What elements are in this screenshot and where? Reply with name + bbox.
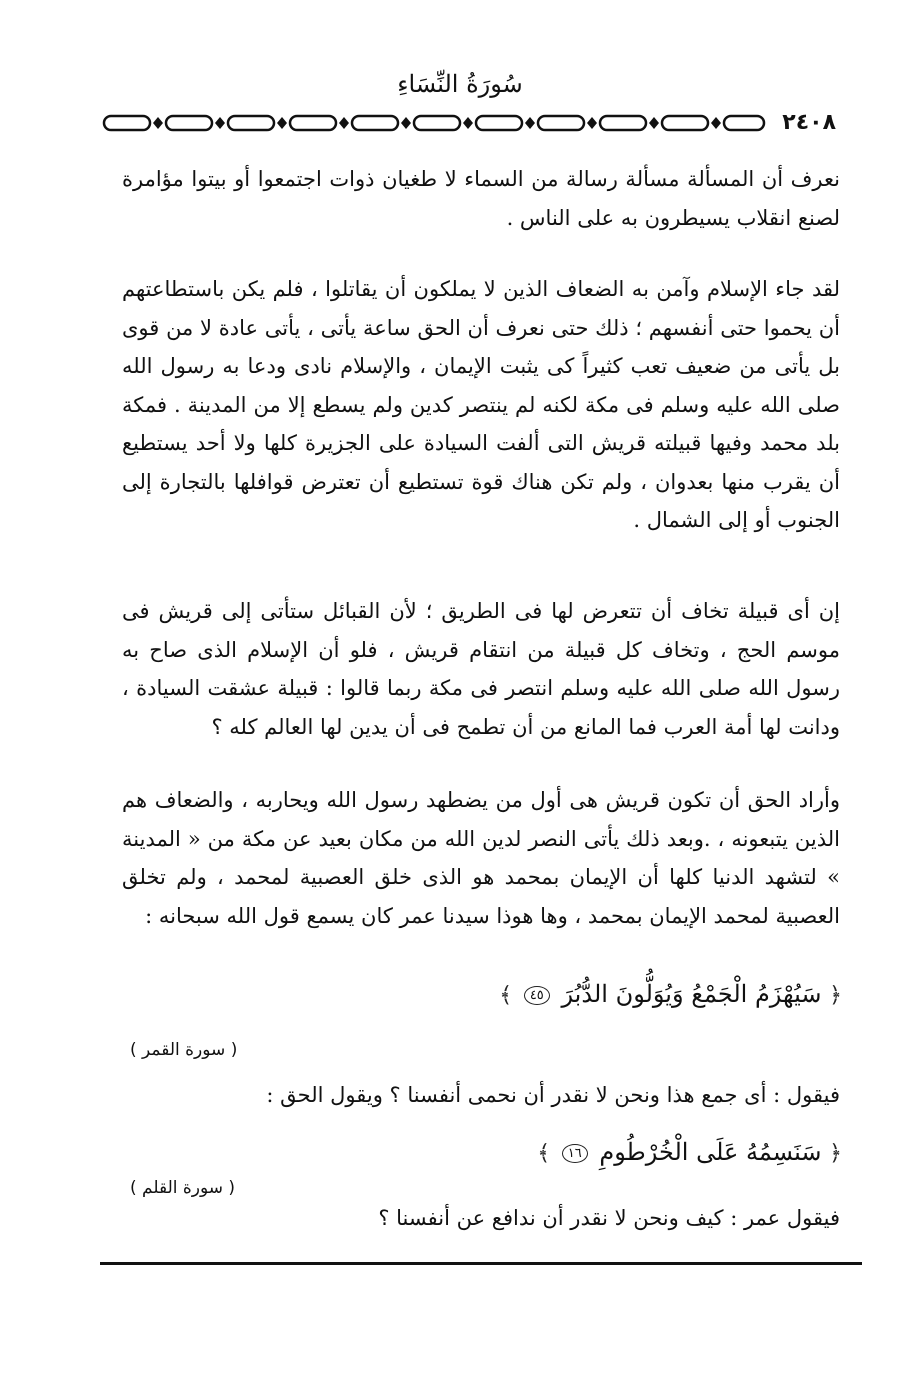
quote-line-1: فيقول : أى جمع هذا ونحن لا نقدر أن نحمى أنفسنا ؟ ويقول الحق : [266,1083,840,1107]
ayah-number-badge: ٤٥ [524,986,550,1005]
footer-divider [100,1262,862,1265]
quran-verse-1 [499,980,842,1008]
verse-close-ornament: ﴾ [499,983,513,1008]
paragraph-4: وأراد الحق أن تكون قريش هى أول من يضطهد رسول الله ويحاربه ، والضعاف هم الذين يتبعونه ، .وبعد ذلك يأتى النصر لدين الله من مكان بعيد عن مكة من « المدينة » لتشهد الدنيا كلها أن الإيمان بمحمد هو الذى خلق العصبية لمحمد ، ولم تخلق العصبية لمحمد الإيمان بمحمد ، وها هوذا سيدنا عمر كان يسمع قول الله سبحانه : [122,788,840,928]
quote-line-2: فيقول عمر : كيف ونحن لا نقدر أن ندافع عن أنفسنا ؟ [378,1206,840,1230]
paragraph-1: نعرف أن المسألة مسألة رسالة من السماء لا طغيان ذوات اجتمعوا أو بيتوا مؤامرة لصنع انقلاب يسيطرون به على الناس . [122,167,840,230]
surah-reference: ( سورة القلم ) [130,1178,236,1198]
verse-text: سَنَسِمُهُ عَلَى الْخُرْطُومِ [599,1138,822,1166]
quran-verse-2 [537,1138,842,1166]
verse-text: سَيُهْزَمُ الْجَمْعُ وَيُوَلُّونَ الدُّبُرَ [561,980,822,1008]
verse-close-ornament: ﴾ [537,1141,551,1166]
surah-header-title: سُورَةُ النِّسَاءِ [397,70,523,98]
paragraph-3: إن أى قبيلة تخاف أن تتعرض لها فى الطريق ؛ لأن القبائل ستأتى إلى قريش فى موسم الحج ، وتخاف كل قبيلة من انتقام قريش ، فلو أن الإسلام الذى صاح به رسول الله صلى الله عليه وسلم انتصر فى مكة ربما قالوا : قبيلة عشقت السيادة ، ودانت لها أمة العرب فما المانع من أن تطمح فى أن يدين لها العالم كله ؟ [122,599,840,739]
decorative-header-band [102,112,862,134]
verse-open-ornament: ﴿ [829,983,842,1008]
page-number: ٢٤٠٨ [778,110,840,135]
surah-reference: ( سورة القمر ) [130,1040,238,1060]
ayah-number-badge: ١٦ [562,1144,588,1163]
verse-open-ornament: ﴿ [829,1141,842,1166]
paragraph-2: لقد جاء الإسلام وآمن به الضعاف الذين لا يملكون أن يقاتلوا ، فلم يكن باستطاعتهم أن يحموا حتى أنفسهم ؛ ذلك حتى نعرف أن الحق ساعة يأتى ، يأتى عادة لا من قوى بل يأتى من ضعيف تعب كثيراً كى يثبت الإيمان ، والإسلام نادى ودعا به رسول الله صلى الله عليه وسلم فى مكة لكنه لم ينتصر كدين ولم يسطع إلا من المدينة . فمكة بلد محمد وفيها قبيلته قريش التى ألفت السيادة على الجزيرة كلها ولا أحد يستطيع أن يقرب منها بعدوان ، ولم تكن هناك قوة تستطيع أن تعترض قوافلها بالتجارة إلى الجنوب أو إلى الشمال . [122,277,840,532]
